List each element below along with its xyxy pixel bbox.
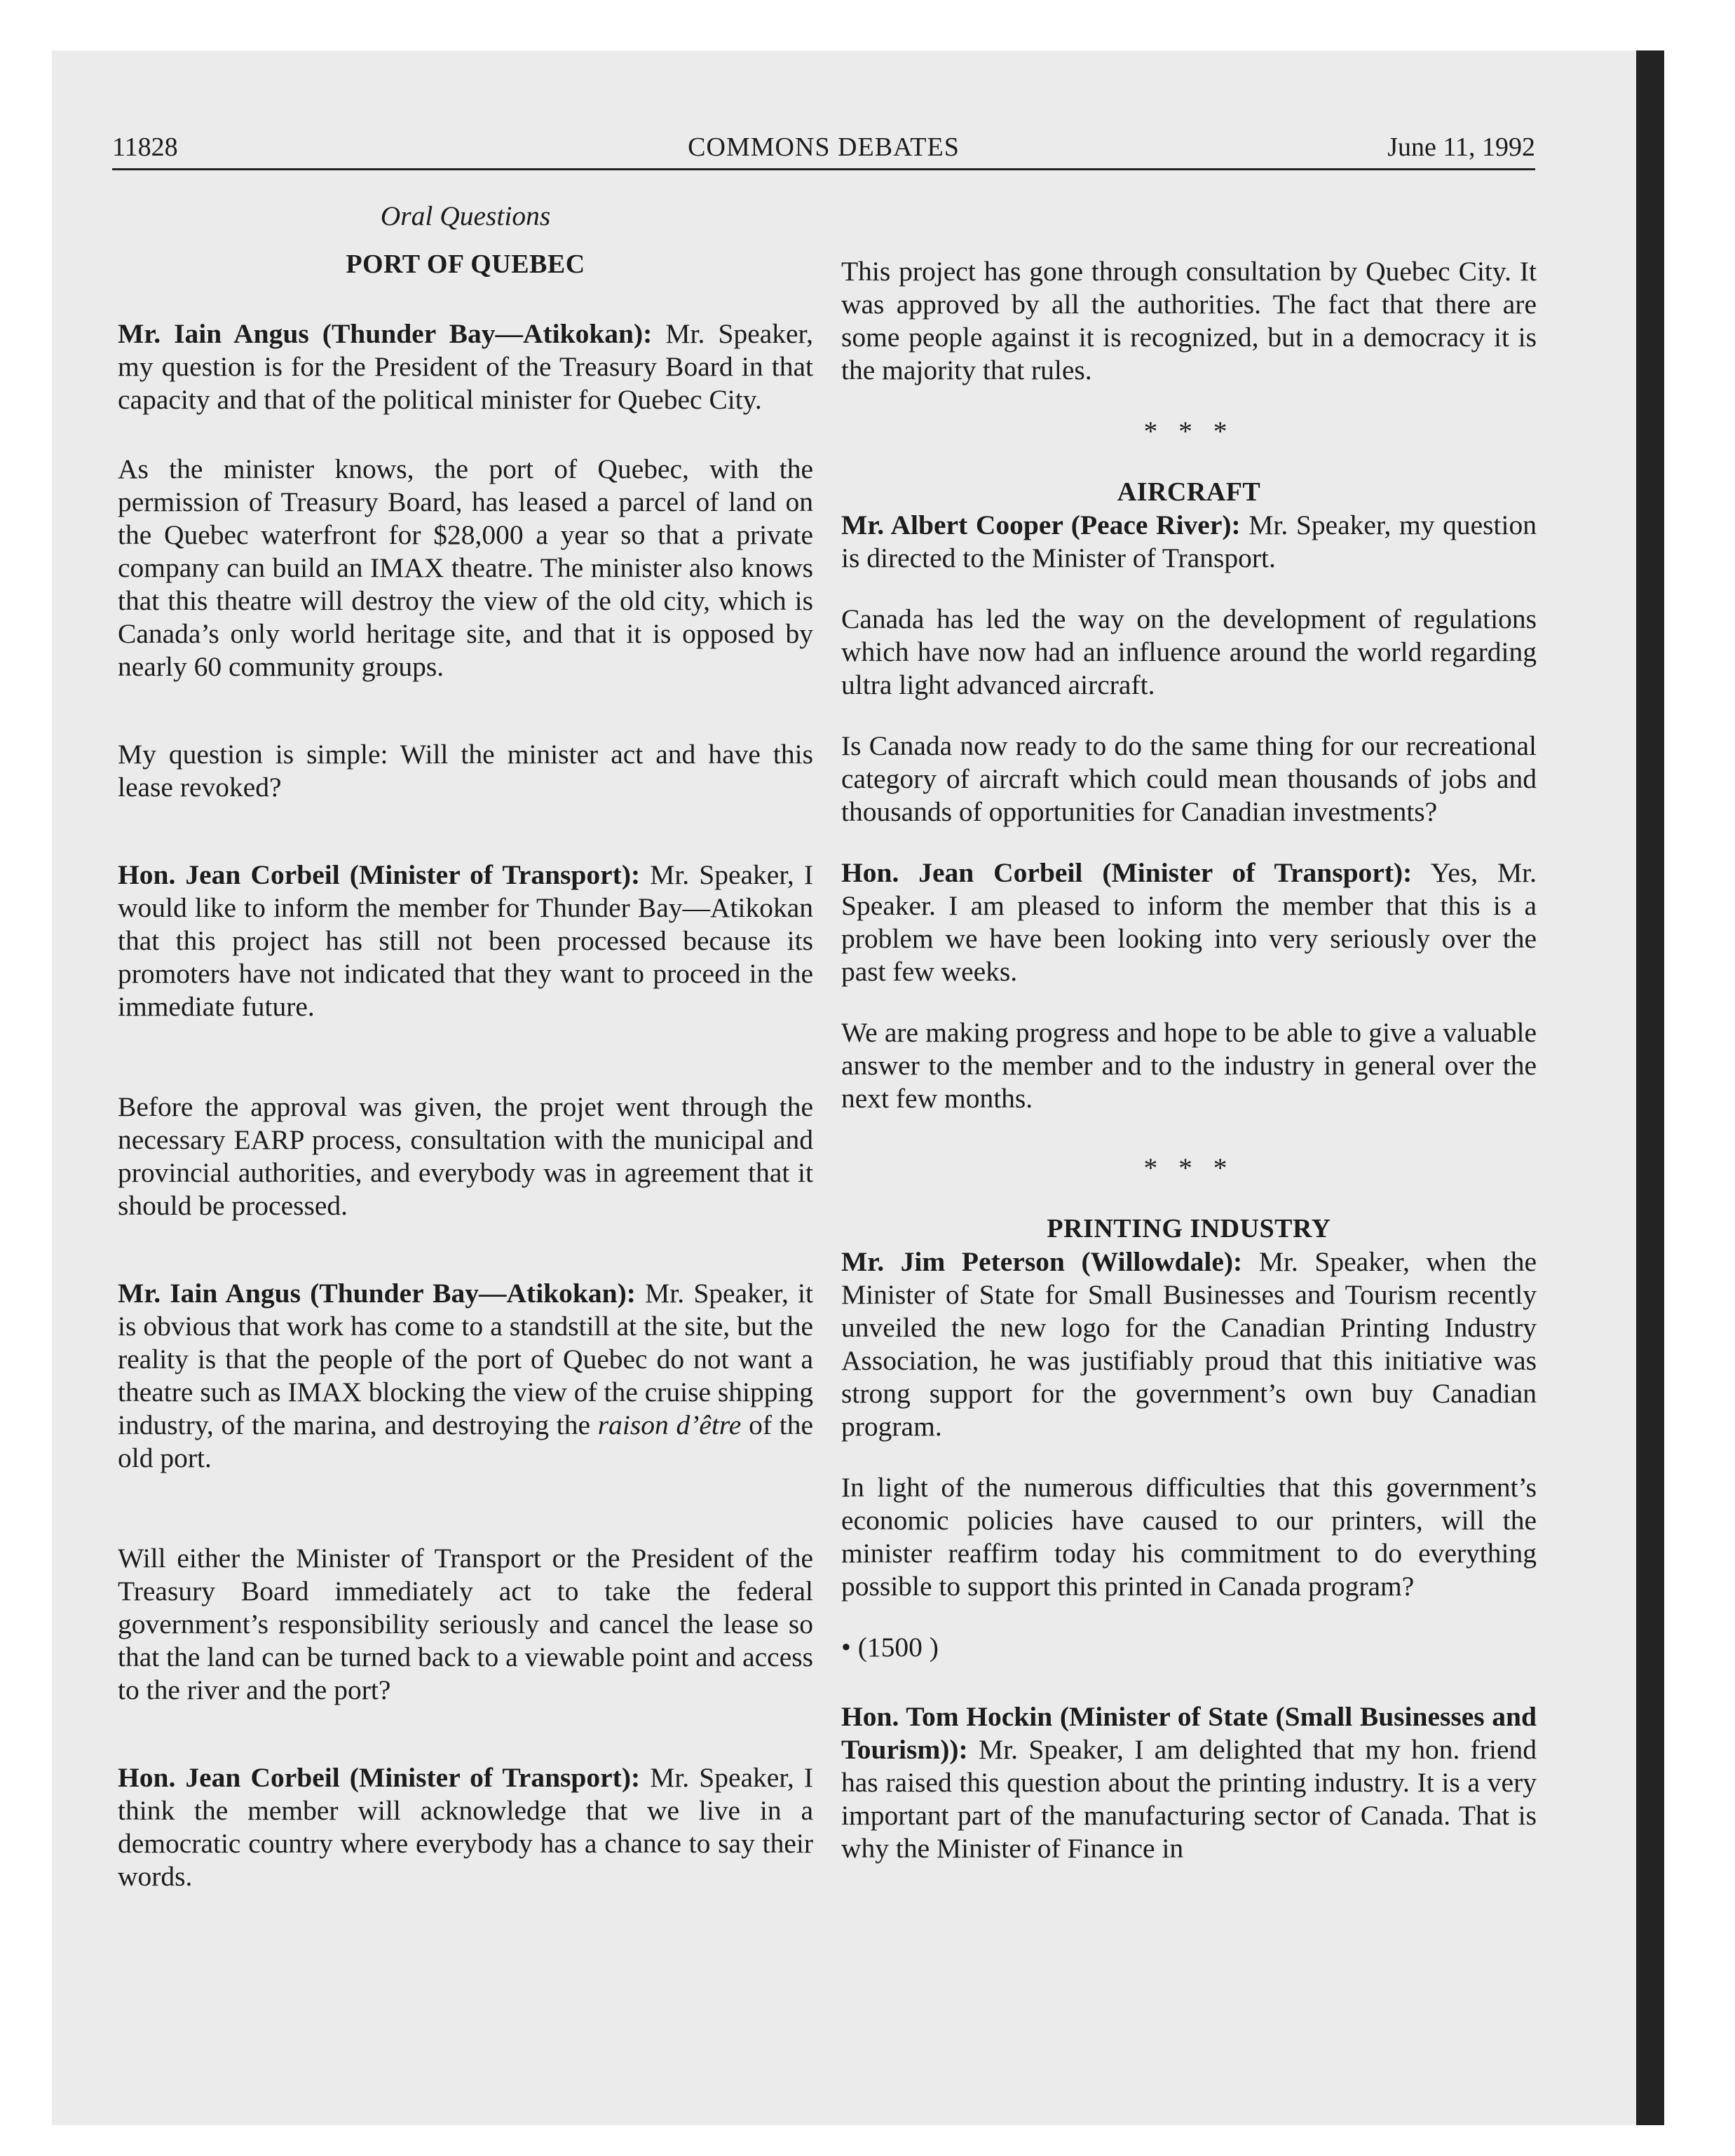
paragraph: Hon. Jean Corbeil (Minister of Transport): Yes, Mr. Speaker. I am pleased to inform the member that this is a problem we have been looking into very seriously over the past few weeks. <box>841 857 1537 987</box>
paragraph: Canada has led the way on the development of regulations which have now had an influence around the world regarding ultra light advanced aircraft. <box>841 603 1537 700</box>
heading-aircraft: AIRCRAFT <box>1117 477 1261 507</box>
paragraph: This project has gone through consultation by Quebec City. It was approved by all the authorities. The fact that there are some people against it is recognized, but in a democracy it is the majority that rules. <box>841 256 1537 386</box>
right-column <box>841 255 1537 1865</box>
scan-edge-shadow <box>1636 50 1664 2125</box>
paragraph: Will either the Minister of Transport or the President of the Treasury Board immediately act to take the federal government’s responsibility seriously and cancel the lease so that the land can be turned back to a viewable point and access to the river and the port? <box>118 1543 813 1705</box>
speaker-name: Mr. Jim Peterson (Willowdale): <box>841 1246 1243 1277</box>
paragraph: Mr. Iain Angus (Thunder Bay—Atikokan): Mr. Speaker, my question is for the President of the Treasury Board in that capacity and that of the political minister for Quebec City. <box>118 318 814 415</box>
publication-title: COMMONS DEBATES <box>688 132 960 162</box>
paragraph: We are making progress and hope to be able to give a valuable answer to the member and to the industry in general over the next few months. <box>841 1017 1537 1114</box>
paragraph: Mr. Jim Peterson (Willowdale): Mr. Speaker, when the Minister of State for Small Businesses and Tourism recently unveiled the new logo for the Canadian Printing Industry Association, he was justifiably proud that this initiative was strong support for the government’s own buy Canadian program. <box>841 1246 1537 1442</box>
page-number: 11828 <box>112 132 178 162</box>
section-label: Oral Questions <box>380 200 551 231</box>
section-separator: * * * <box>1143 416 1234 446</box>
speaker-name: Hon. Jean Corbeil (Minister of Transport): <box>841 857 1413 888</box>
heading-port-of-quebec: PORT OF QUEBEC <box>346 250 585 279</box>
section-separator: * * * <box>1143 1152 1234 1183</box>
header-rule <box>112 168 1535 170</box>
speaker-name: Mr. Albert Cooper (Peace River): <box>841 510 1241 540</box>
speaker-name: Mr. Iain Angus (Thunder Bay—Atikokan): <box>118 318 653 349</box>
paragraph: Mr. Iain Angus (Thunder Bay—Atikokan): Mr. Speaker, it is obvious that work has come to a standstill at the site, but the reality is that the people of the port of Quebec do not want a theatre such as IMAX blocking the view of the cruise shipping industry, of the marina, and destroying the raison d’être of the old port. <box>118 1278 814 1473</box>
paragraph: Is Canada now ready to do the same thing for our recreational category of aircraft which could mean thousands of jobs and thousands of opportunities for Canadian investments? <box>841 730 1537 827</box>
paragraph: Mr. Albert Cooper (Peace River): Mr. Speaker, my question is directed to the Minister of Transport. <box>841 510 1537 573</box>
italic-phrase: raison d’être <box>597 1410 742 1440</box>
paragraph: In light of the numerous difficulties that this government’s economic policies have caused to our printers, will the minister reaffirm today his commitment to do everything possible to support this printed in Canada program? <box>841 1472 1537 1602</box>
paragraph: Hon. Jean Corbeil (Minister of Transport): Mr. Speaker, I would like to inform the member for Thunder Bay—Atikokan that this project has still not been processed because its promoters have not indicated that they want to proceed in the immediate future. <box>118 859 813 1022</box>
paragraph: Hon. Jean Corbeil (Minister of Transport): Mr. Speaker, I think the member will acknowledge that we live in a democratic country where everybody has a chance to say their words. <box>118 1762 813 1892</box>
left-column <box>118 200 813 1893</box>
heading-printing-industry: PRINTING INDUSTRY <box>1047 1214 1331 1243</box>
paragraph: My question is simple: Will the minister act and have this lease revoked? <box>118 739 813 803</box>
paragraph: Hon. Tom Hockin (Minister of State (Small Businesses and Tourism)): Mr. Speaker, I am delighted that my hon. friend has raised this question about the printing industry. It is a very important part of the manufacturing sector of Canada. That is why the Minister of Finance in <box>841 1701 1537 1864</box>
speaker-name: Hon. Jean Corbeil (Minister of Transport): <box>118 1762 641 1793</box>
speaker-name: Mr. Iain Angus (Thunder Bay—Atikokan): <box>118 1278 636 1309</box>
speaker-name: Hon. Tom Hockin (Minister of State (Small Businesses and Tourism)): <box>841 1701 1537 1765</box>
time-marker: • (1500 ) <box>841 1632 939 1663</box>
paragraph: As the minister knows, the port of Quebec, with the permission of Treasury Board, has leased a parcel of land on the Quebec waterfront for $28,000 a year so that a private company can build an IMAX theatre. The minister also knows that this theatre will destroy the view of the old city, which is Canada’s only world heritage site, and that it is opposed by nearly 60 community groups. <box>118 453 813 682</box>
header-date: June 11, 1992 <box>1387 132 1535 162</box>
speaker-name: Hon. Jean Corbeil (Minister of Transport): <box>118 859 641 890</box>
page-header <box>112 126 1535 168</box>
paragraph: Before the approval was given, the projet went through the necessary EARP process, consultation with the municipal and provincial authorities, and everybody was in agreement that it should be processed. <box>118 1091 813 1221</box>
